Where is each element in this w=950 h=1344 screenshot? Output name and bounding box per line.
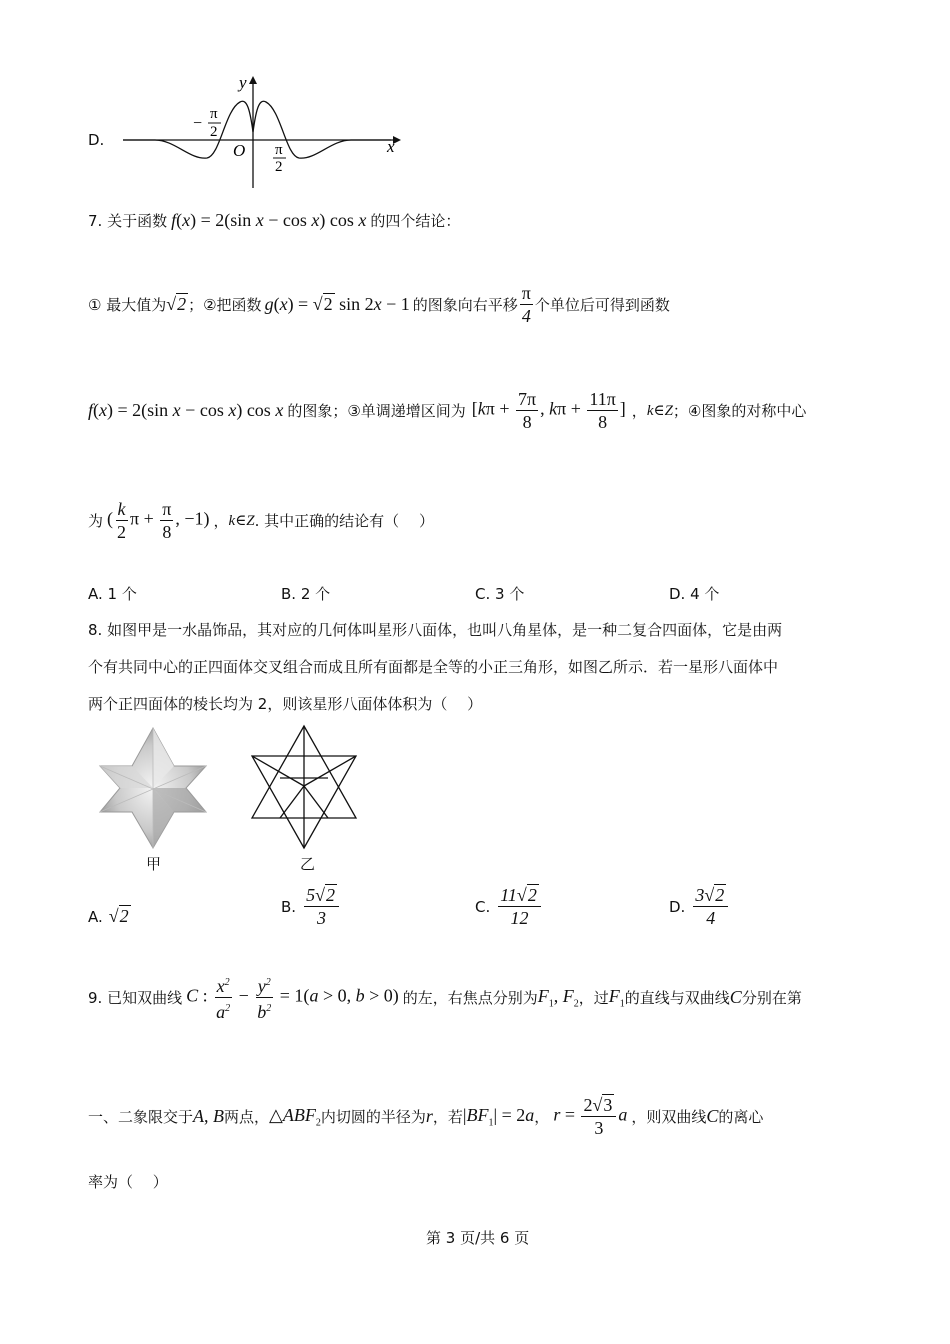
q9-r-value: r = $\frac{2√3}{3}$ a [553, 1095, 628, 1138]
q7-shift-text: 的图象向右平移 [412, 296, 518, 314]
q9-foci: $F_1$, $F_2$ [537, 985, 579, 1010]
q7-interval: [kπ + $\frac{7\pi}{8}$ , kπ + $\frac{11\pi}{8}$ ] [471, 389, 626, 432]
q7-statement-4: ；④图象的对称中心 [672, 402, 807, 420]
q8-option-d-rad: 2 [715, 885, 725, 905]
crystal-image [98, 726, 208, 851]
q7-function-f: f(x) = 2(sin x − cos x) cos x [171, 210, 367, 230]
q9-intersect-text: 一、二象限交于 [88, 1108, 194, 1126]
q7-k-in-z: k∈Z [646, 403, 673, 419]
q7-line2 [88, 282, 670, 327]
q7-sqrt2: √2 [166, 294, 187, 314]
pos-pi-den: 2 [275, 159, 283, 175]
q9-then-text: ，则双曲线 [631, 1108, 707, 1126]
q9-line3: 率为（ ） [88, 1173, 168, 1191]
q8-option-b-den: 3 [317, 908, 326, 928]
q8-option-d-num: 3 [695, 885, 705, 905]
q8-option-b-rad: 2 [325, 885, 335, 905]
q7-option-c[interactable]: C. 3 个 [475, 585, 525, 603]
y-axis-label: y [239, 73, 247, 92]
y-axis-arrow [249, 76, 257, 84]
q7-function-g: g(x) = √2 sin 2x − 1 [264, 294, 410, 314]
q9-bf1: $|BF_1| = 2a$ [462, 1104, 535, 1129]
q7-prefix: 7. 关于函数 [88, 212, 168, 230]
q7-option-a[interactable]: A. 1 个 [88, 585, 137, 603]
q8-line2: 个有共同中心的正四面体交叉组合而成且所有面都是全等的小正三角形，如图乙所示．若一星形八面体中 [88, 658, 779, 676]
q6-option-d-graph [115, 70, 405, 190]
q7-option-b[interactable]: B. 2 个 [281, 585, 331, 603]
q8-option-b[interactable]: B. $\frac{5√2}{3}$ [281, 884, 341, 929]
q8-option-a-value: 2 [119, 906, 129, 926]
q7-statement-3: 的图象；③单调递增区间为 [287, 402, 466, 420]
q9-quadrant-text: 分别在第 [741, 989, 802, 1007]
q9-line-text: 的直线与双曲线 [624, 989, 730, 1007]
caption-yi: 乙 [300, 855, 316, 873]
q7-center: ( $\frac{k}{2}$ π + $\frac{\pi}{8}$ , −1) [107, 499, 210, 542]
q9-comma: ， [534, 1108, 550, 1126]
q7-for: 为 [88, 512, 104, 530]
q8-option-c-den: 12 [510, 908, 529, 928]
pos-pi-num: π [275, 142, 283, 158]
q7-k-in-z-2: k∈Z [228, 513, 255, 529]
q9-r: r [425, 1106, 433, 1126]
q9-triangle: $\triangle ABF_2$ [269, 1104, 321, 1129]
q9-through-text: ，过 [578, 989, 609, 1007]
q7-statement-2: ；②把函数 [188, 296, 262, 314]
q9-radius-text: 内切圆的半径为 [320, 1108, 426, 1126]
q8-option-c[interactable]: C. $\frac{11√2}{12}$ [475, 884, 543, 929]
q8-line3: 两个正四面体的棱长均为 2，则该星形八面体体积为（ ） [88, 695, 483, 713]
q7-option-d[interactable]: D. 4 个 [669, 585, 720, 603]
q7-suffix: 的四个结论： [370, 212, 461, 230]
q8-option-a-label: A. [88, 907, 103, 926]
q8-option-c-rad: 2 [527, 885, 537, 905]
q8-option-d[interactable]: D. $\frac{3√2}{4}$ [669, 884, 730, 929]
q9-foci-text: 的左，右焦点分别为 [402, 989, 538, 1007]
q8-option-d-label: D. [669, 897, 686, 916]
q9-prefix: 9. 已知双曲线 [88, 989, 183, 1007]
q8-line1: 8. 如图甲是一水晶饰品，其对应的几何体叫星形八面体，也叫八角星体，是一种二复合四面体，它是由两 [88, 621, 783, 639]
q9-if-text: ，若 [432, 1108, 463, 1126]
q8-option-b-num: 5 [306, 885, 316, 905]
star-octahedron-diagram [250, 724, 360, 852]
q7-function-f-2: f(x) = 2(sin x − cos x) cos x [88, 400, 284, 420]
caption-jia: 甲 [146, 855, 162, 873]
q9-hyperbola-eq: C : $\frac{x^2}{a^2}$ − $\frac{y^2}{b^2}$ = 1(a > 0, b > 0) [186, 972, 399, 1023]
q9-c: C [729, 987, 742, 1007]
q8-option-c-num: 11 [500, 885, 517, 905]
q9-line1 [88, 972, 802, 1023]
q8-option-a[interactable]: A. √2 [88, 906, 129, 926]
q9-two-points-text: 两点， [224, 1108, 270, 1126]
q7-line4 [88, 498, 434, 543]
q9-f1: $F_1$ [608, 985, 625, 1010]
q8-option-d-den: 4 [706, 908, 716, 928]
page-footer: 第 3 页/共 6 页 [426, 1229, 530, 1247]
x-axis-label: x [387, 137, 395, 156]
q8-option-c-label: C. [475, 897, 491, 916]
neg-sign: − [193, 115, 203, 132]
neg-pi-den: 2 [210, 124, 218, 140]
neg-pi-num: π [210, 106, 218, 122]
q9-c-2: C [706, 1106, 719, 1126]
origin-label: O [233, 141, 246, 160]
q6-option-d-label: D. [88, 131, 105, 149]
q7-comma-2: ， [213, 512, 229, 530]
q7-statement-1: ① 最大值为 [88, 296, 167, 314]
q8-option-b-label: B. [281, 897, 297, 916]
q9-eccentricity-text: 的离心 [718, 1108, 764, 1126]
q7-line3 [88, 388, 806, 433]
q7-question-end: . 其中正确的结论有（ ） [254, 512, 434, 530]
function-curve [123, 101, 391, 158]
q9-line2 [88, 1094, 763, 1139]
q7-pi-over-4: $\frac{\pi}{4}$ [521, 283, 531, 326]
q7-line1 [88, 210, 460, 231]
q7-comma: ， [631, 402, 647, 420]
q9-points-ab: A, B [193, 1106, 225, 1126]
q7-shift-text-2: 个单位后可得到函数 [534, 296, 670, 314]
